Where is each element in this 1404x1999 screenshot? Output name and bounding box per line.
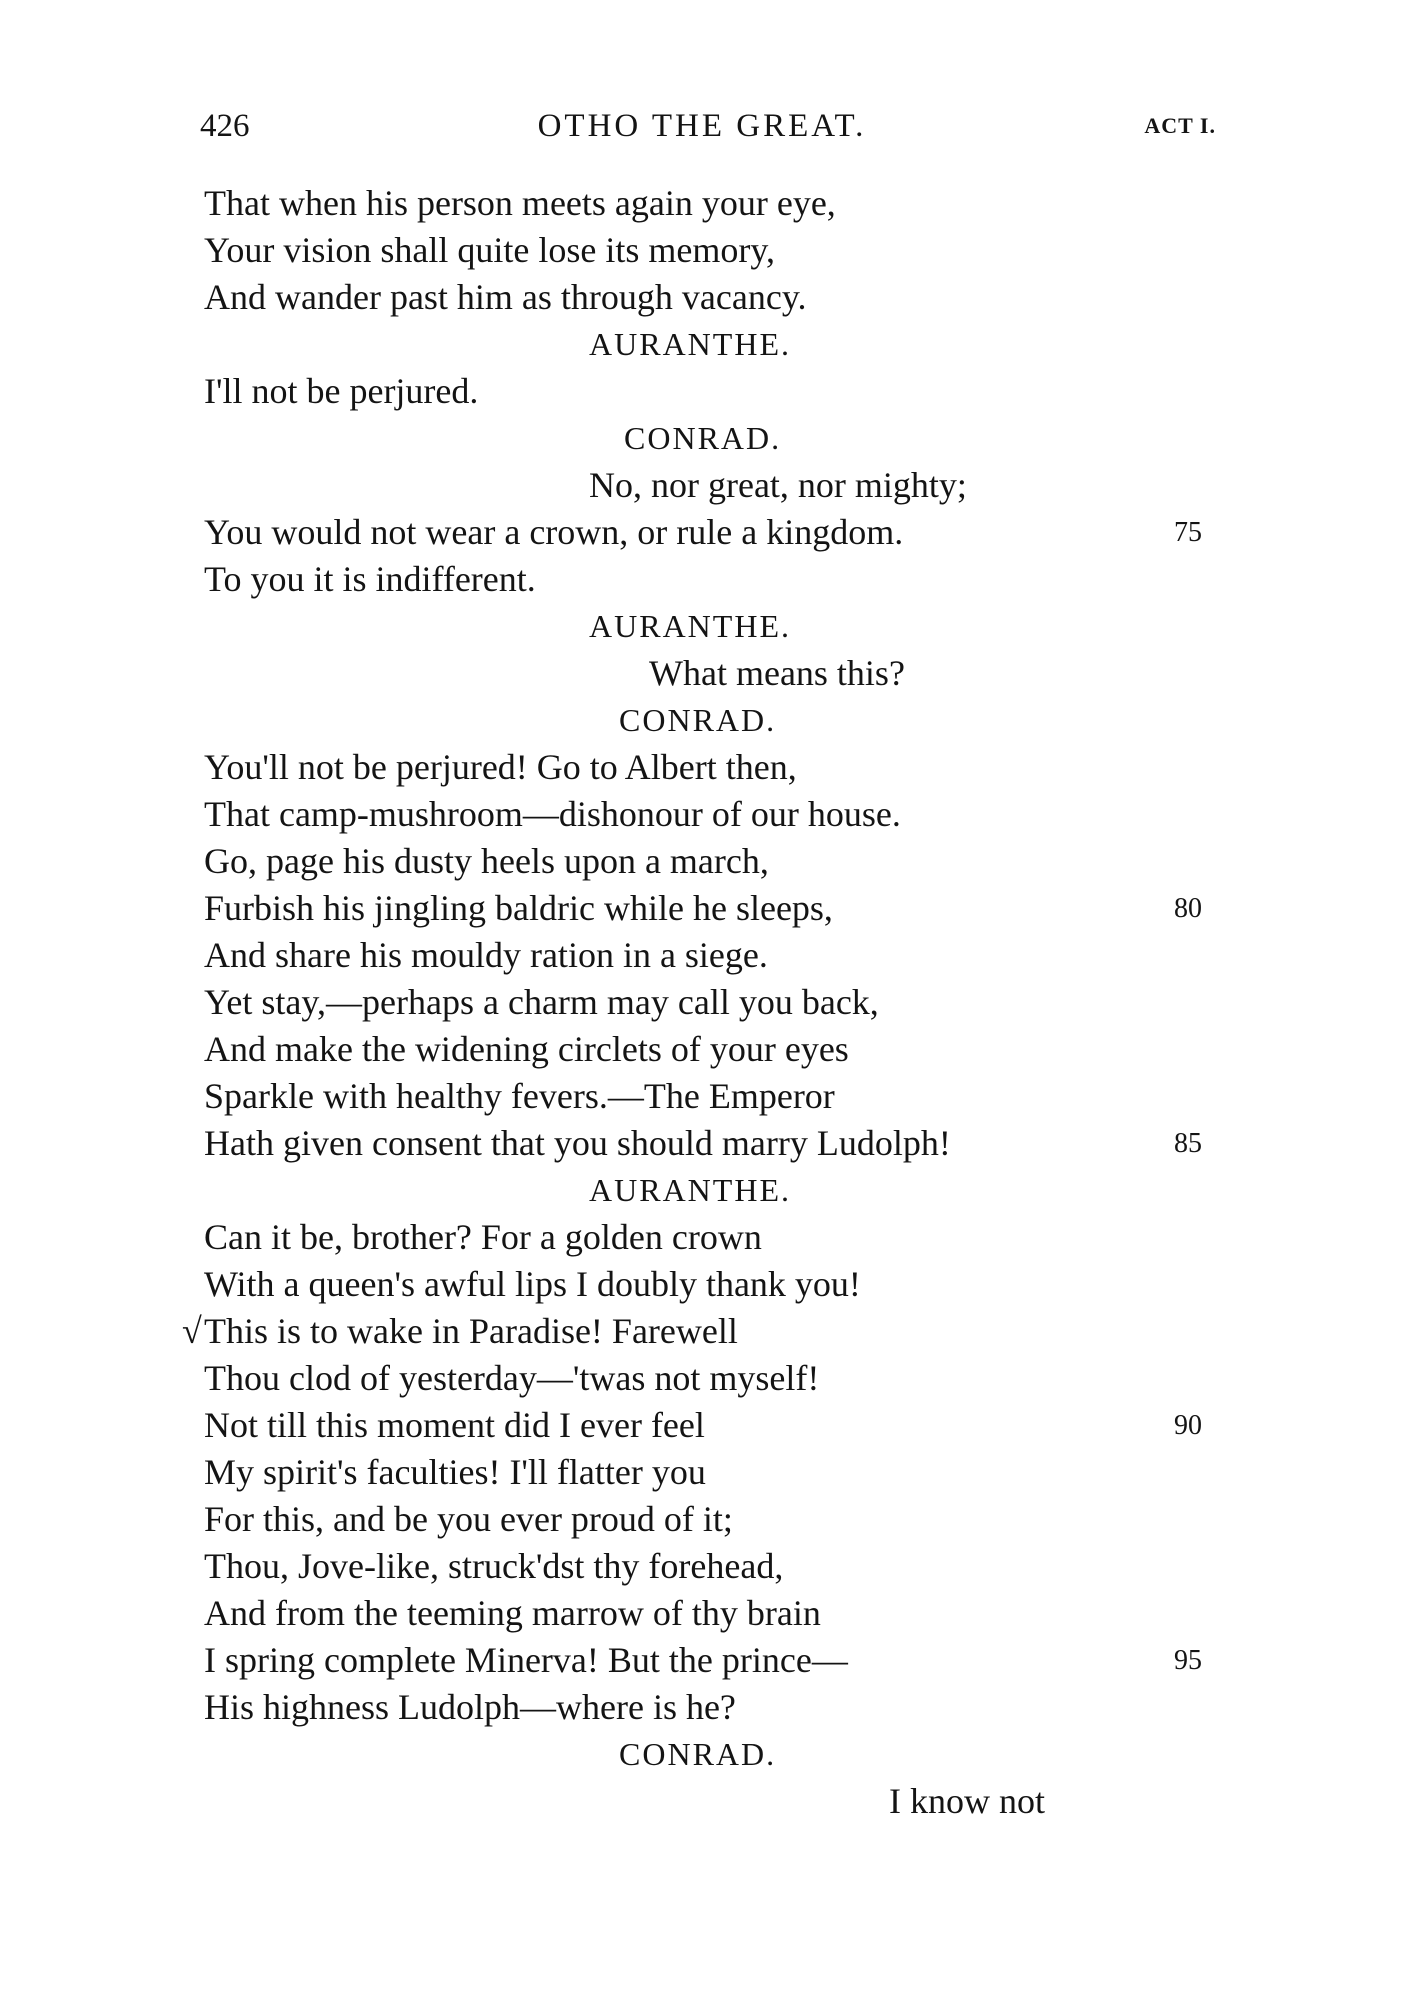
line-text: Sparkle with healthy fevers.—The Emperor <box>204 1076 835 1116</box>
line-text: Thou, Jove-like, struck'dst thy forehead, <box>204 1546 784 1586</box>
line-text: You'll not be perjured! Go to Albert then, <box>204 747 797 787</box>
line-text: AURANTHE. <box>589 608 791 644</box>
line-number: 90 <box>1174 1410 1202 1441</box>
line-text: CONRAD. <box>624 420 782 456</box>
verse-line <box>204 650 1224 697</box>
verse-line <box>204 979 1224 1026</box>
verse-line <box>204 791 1224 838</box>
line-text: My spirit's faculties! I'll flatter you <box>204 1452 706 1492</box>
line-text: And wander past him as through vacancy. <box>204 277 807 317</box>
verse-line <box>204 744 1224 791</box>
speaker-name <box>204 603 1224 650</box>
verse-line <box>204 274 1224 321</box>
line-text: That camp-mushroom—dishonour of our house. <box>204 794 901 834</box>
verse-line <box>204 1073 1224 1120</box>
speaker-name <box>204 1731 1224 1778</box>
line-text: Your vision shall quite lose its memory, <box>204 230 776 270</box>
line-text: And share his mouldy ration in a siege. <box>204 935 768 975</box>
verse-line <box>204 509 1224 556</box>
line-text: Hath given consent that you should marry Ludolph! <box>204 1123 951 1163</box>
line-text: AURANTHE. <box>589 1172 791 1208</box>
verse-line <box>204 838 1224 885</box>
line-text: CONRAD. <box>619 1736 777 1772</box>
verse-line <box>204 1402 1224 1449</box>
line-text: I'll not be perjured. <box>204 371 479 411</box>
line-text: I know not <box>889 1781 1045 1821</box>
verse-line <box>204 932 1224 979</box>
verse-line <box>204 1261 1224 1308</box>
line-number: 75 <box>1174 517 1202 548</box>
line-number: 95 <box>1174 1645 1202 1676</box>
line-text: Furbish his jingling baldric while he sleeps, <box>204 888 833 928</box>
verse-line <box>204 1543 1224 1590</box>
verse-line <box>204 1214 1224 1261</box>
line-text: Can it be, brother? For a golden crown <box>204 1217 762 1257</box>
verse-line <box>204 1778 1224 1825</box>
line-text: For this, and be you ever proud of it; <box>204 1499 733 1539</box>
verse-line <box>204 556 1224 603</box>
verse-line <box>204 1637 1224 1684</box>
verse-line <box>204 462 1224 509</box>
verse-line <box>204 1120 1224 1167</box>
verse-line <box>204 1026 1224 1073</box>
line-number: 85 <box>1174 1128 1202 1159</box>
page-number: 426 <box>200 108 250 144</box>
margin-mark: √ <box>182 1311 202 1351</box>
verse-line <box>204 1449 1224 1496</box>
line-text: No, nor great, nor mighty; <box>589 465 967 505</box>
line-text: CONRAD. <box>619 702 777 738</box>
line-text: His highness Ludolph—where is he? <box>204 1687 736 1727</box>
verse-line <box>204 1684 1224 1731</box>
verse-line <box>204 1496 1224 1543</box>
verse-line <box>204 1355 1224 1402</box>
line-text: This is to wake in Paradise! Farewell <box>204 1311 738 1351</box>
line-text: AURANTHE. <box>589 326 791 362</box>
line-text: Not till this moment did I ever feel <box>204 1405 705 1445</box>
speaker-name <box>204 321 1224 368</box>
line-text: What means this? <box>649 653 905 693</box>
line-text: I spring complete Minerva! But the prince— <box>204 1640 848 1680</box>
running-title: OTHO THE GREAT. <box>537 108 867 144</box>
verse-text <box>182 180 1224 1825</box>
line-text: And from the teeming marrow of thy brain <box>204 1593 821 1633</box>
verse-line <box>204 368 1224 415</box>
speaker-name <box>204 697 1224 744</box>
verse-line <box>204 227 1224 274</box>
line-text: And make the widening circlets of your eyes <box>204 1029 849 1069</box>
line-text: Thou clod of yesterday—'twas not myself! <box>204 1358 820 1398</box>
verse-line <box>204 885 1224 932</box>
line-text: You would not wear a crown, or rule a kingdom. <box>204 512 904 552</box>
act-label: ACT I. <box>1144 113 1216 138</box>
speaker-name <box>204 1167 1224 1214</box>
line-number: 80 <box>1174 893 1202 924</box>
verse-line <box>204 180 1224 227</box>
line-text: Go, page his dusty heels upon a march, <box>204 841 769 881</box>
speaker-name <box>204 415 1224 462</box>
verse-line <box>204 1590 1224 1637</box>
line-text: That when his person meets again your eye, <box>204 183 836 223</box>
line-text: With a queen's awful lips I doubly thank you! <box>204 1264 861 1304</box>
line-text: To you it is indifferent. <box>204 559 536 599</box>
line-text: Yet stay,—perhaps a charm may call you back, <box>204 982 879 1022</box>
verse-line <box>182 1308 1224 1355</box>
